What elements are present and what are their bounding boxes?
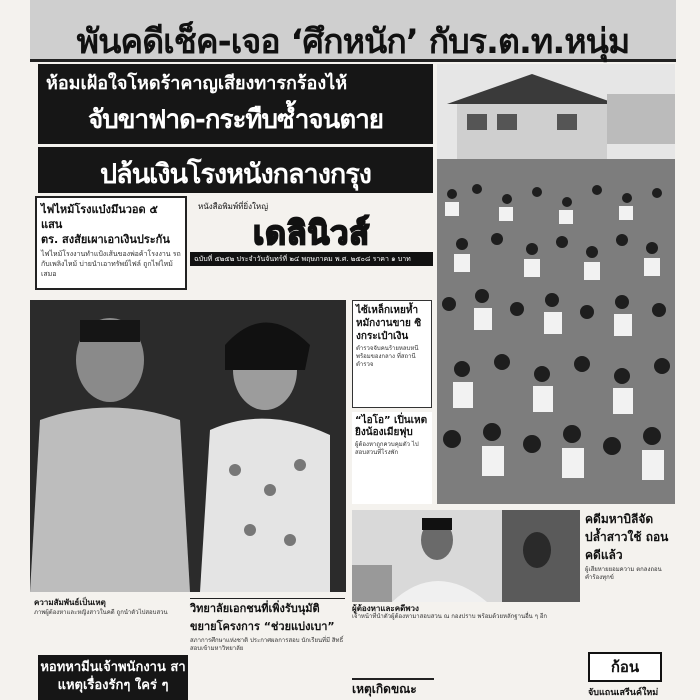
suspect-caption-head: ผู้ต้องหาและคดีพวง [352, 604, 419, 613]
university-head-2: ขยายโครงการ “ช่วยแบ่งเบา” [190, 620, 335, 633]
masthead-name: เดลินิวส์ [253, 214, 370, 252]
university-story [190, 598, 345, 662]
shooting-story-box [352, 412, 432, 504]
crowd-photo [437, 64, 675, 504]
portrait-photo [30, 300, 346, 592]
portrait-caption-text: ภาพผู้ต้องหาและหญิงสาวในคดี ถูกนำตัวไปสอบสวน [34, 609, 168, 616]
suspect-caption [352, 605, 580, 665]
top-headline: พันคดีเช็ค-เจอ ‘ศึกหนัก’ กับร.ต.ท.หนุ่ม [76, 22, 630, 62]
purse-story-head: ไซ้เหล็กเหยห้ำ หมักงานขาย ซิงกระเป๋าเงิน [356, 305, 422, 342]
fire-story-box [35, 196, 187, 290]
suspect-photo-image [352, 510, 580, 602]
fire-story-text: ไฟไหม้โรงงานทำแป้งเส้นของพ่อค้าโรงงาน รถ กับเพลิงไหม้ บ่ายนำเอาทรัพย์ไฟล์ ถูกไฟไหม้เสมอ [41, 250, 181, 278]
headline-line-1: ห้อมเฝ้อใจโหดร้าคาญเสียงทารกร้องไห้ [46, 73, 348, 94]
bottom-right-headline: จับแถนเสรีนค์ใหม่ [588, 688, 659, 698]
fire-story-head-1: ไฟไหม้โรงแบ๋งมึนวอด ๕ แสน [41, 203, 158, 231]
portrait-caption [30, 596, 190, 614]
crowd-photo-image [437, 64, 675, 504]
bottom-headline-block: หอทหามีนเจ้าพนักงาน สาแหตุเรื่องรักๆ ใคร่ ๆ [38, 655, 188, 700]
purse-story-text: ตำรวจจับคนร้ายหลบหนีพร้อมของกลาง ที่สถานีตำรวจ [356, 345, 419, 368]
masthead [190, 196, 433, 268]
university-text: สภาการศึกษาแห่งชาติ ประกาศผลการสอบ นักเรียนที่มี สิทธิ์ สอบเข้ามหาวิทยาลัย [190, 637, 344, 652]
fire-story-head-2: ตร. สงสัยเผาเอาเงินประกัน [41, 233, 170, 246]
shooting-story-text: ผู้ต้องหาถูกควบคุมตัว ไปสอบสวนที่โรงพัก [355, 441, 419, 456]
maid-story [585, 510, 677, 620]
headline-line-2: จับขาฟาด-กระทืบซ้ำจนตาย [87, 105, 384, 135]
masthead-tag: หนังสือพิมพ์ที่ยิ่งใหญ่ [198, 202, 269, 211]
maid-story-text: ผู้เสียหายยอมความ ตกลงถอนคำร้องทุกข์ [585, 566, 662, 581]
maid-story-head: คดีมหาบิลีจัด ปล้ำสาวใช้ ถอนคดีแล้ว [585, 512, 669, 562]
suspect-photo [352, 510, 580, 602]
headline-block-1 [38, 64, 433, 144]
headline-block-2: ปล้นเงินโรงหนังกลางกรุง [38, 147, 433, 193]
purse-story-box [352, 300, 432, 408]
portrait-caption-head: ความสัมพันธ์เป็นเหตุ [34, 598, 106, 607]
shooting-story-head: “ไอโอ” เปิ่นเหต ยิงน้องเมียฟุบ [355, 415, 428, 438]
bottom-mid-headline: เหตุเกิดขณะ [352, 678, 434, 700]
university-head-1: วิทยาลัยเอกชนที่เพิ่งรับนุมัติ [190, 598, 345, 617]
masthead-issue-bar: ฉบับที่ ๕๒๕๒ ประจำวันจันทร์ที่ ๒๔ พฤษภาคม พ.ศ. ๒๕๐๘ ราคา ๑ บาท [190, 252, 433, 266]
top-headline-bar [30, 0, 676, 62]
portrait-photo-image [30, 300, 346, 592]
section-logo: ก้อน [588, 652, 662, 682]
suspect-caption-text: เจ้าหน้าที่นำตัวผู้ต้องหามาสอบสวน ณ กองปราบ พร้อมด้วยหลักฐานอื่น ๆ อีก [352, 613, 548, 620]
